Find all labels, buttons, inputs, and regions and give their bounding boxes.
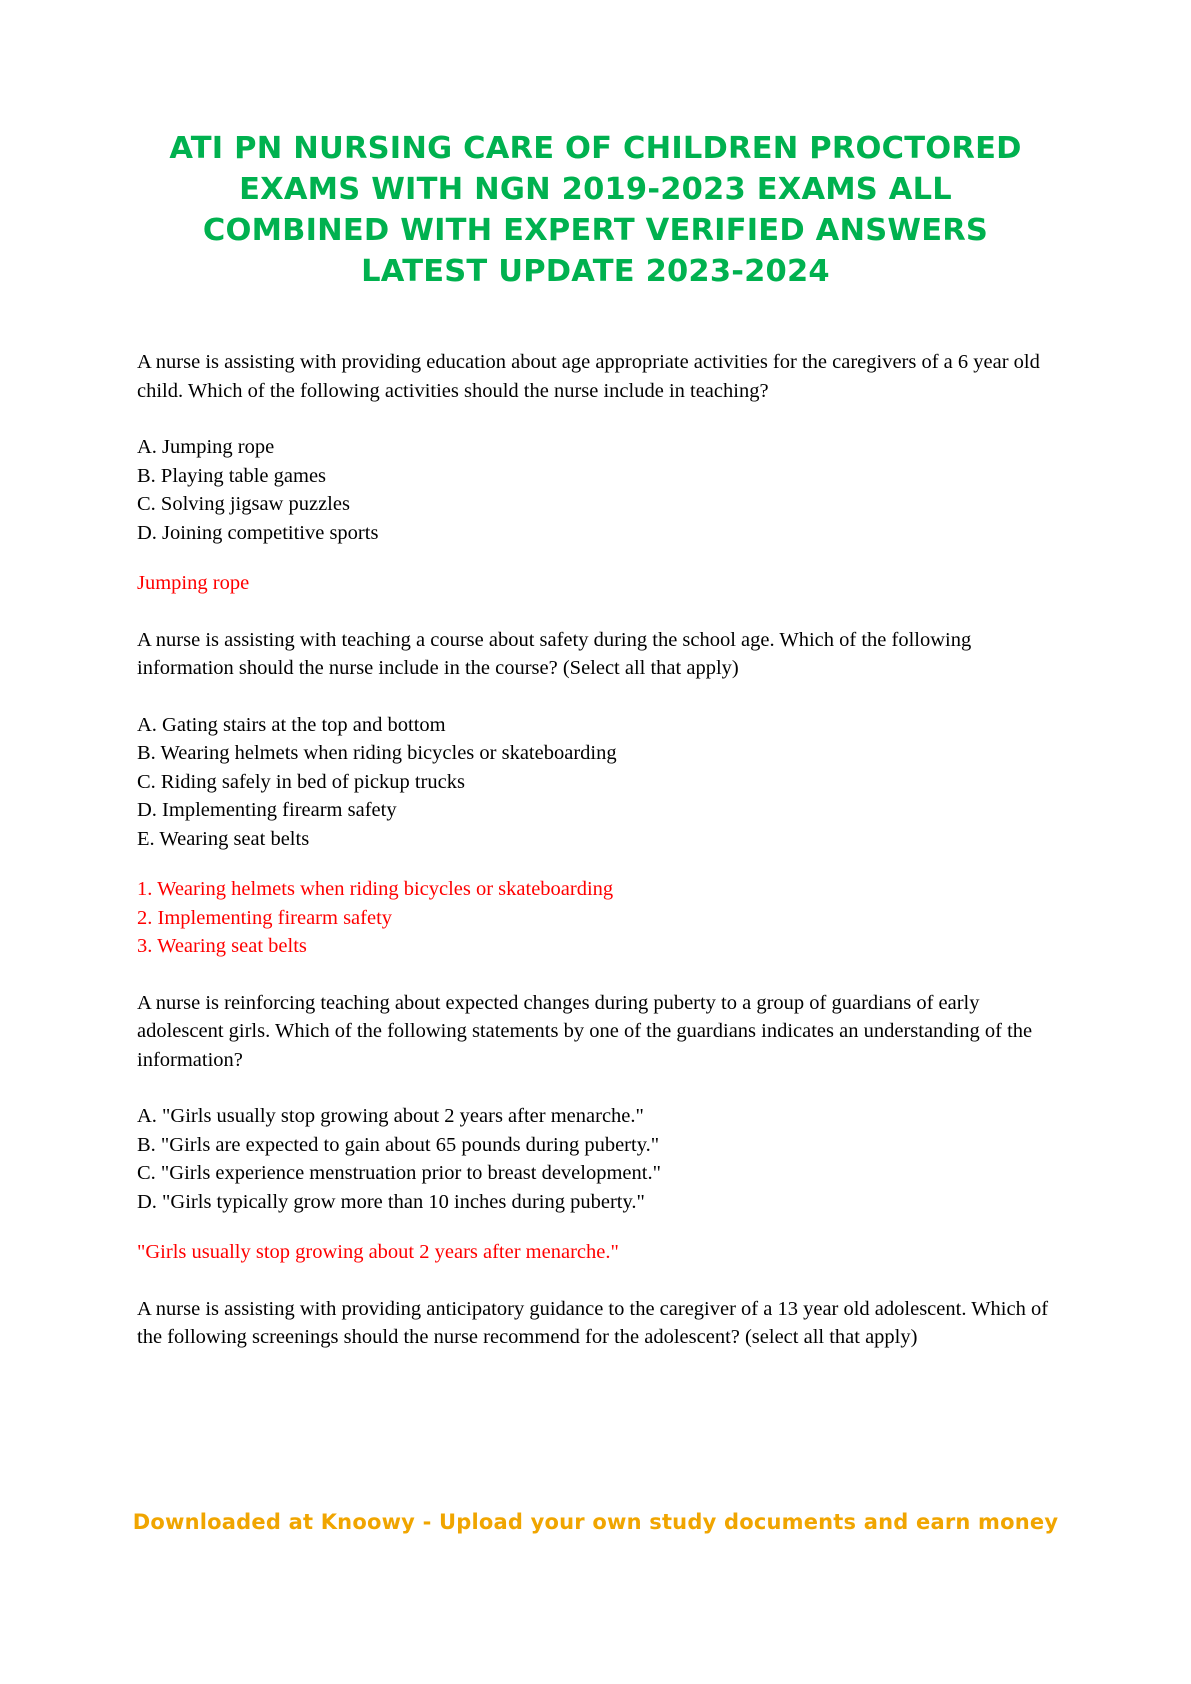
spacer bbox=[137, 853, 1049, 875]
question-answer bbox=[137, 569, 1049, 598]
option-item: B. Playing table games bbox=[137, 464, 327, 487]
option-item: C. "Girls experience menstruation prior to breast development." bbox=[137, 1162, 661, 1184]
option-item: A. "Girls usually stop growing about 2 years after menarche." bbox=[137, 1105, 644, 1127]
spacer bbox=[137, 1216, 1049, 1238]
answer-line: "Girls usually stop growing about 2 years after menarche." bbox=[137, 1241, 619, 1263]
spacer bbox=[137, 1074, 1049, 1102]
question-options bbox=[137, 711, 1049, 854]
question-answer bbox=[137, 875, 1049, 961]
question-stem: A nurse is assisting with teaching a course about safety during the school age. Which of the following information should the nurse include in the course? (Select all that apply) bbox=[137, 628, 972, 679]
option-item: D. "Girls typically grow more than 10 inches during puberty." bbox=[137, 1190, 645, 1213]
page-title: ATI PN NURSING CARE OF CHILDREN PROCTORED EXAMS WITH NGN 2019-2023 EXAMS ALL COMBINED WITH EXPERT VERIFIED ANSWERS LATEST UPDATE 2023-2024 bbox=[169, 131, 1022, 289]
answer-line: Jumping rope bbox=[137, 572, 250, 594]
option-item: B. Wearing helmets when riding bicycles or skateboarding bbox=[137, 742, 617, 764]
question-stem: A nurse is assisting with providing anticipatory guidance to the caregiver of a 13 year old adolescent. Which of the following screenings should the nurse recommend for the adolescent? (select all that apply) bbox=[137, 1297, 1049, 1348]
option-item: A. Jumping rope bbox=[137, 436, 275, 458]
question-options bbox=[137, 1102, 1049, 1216]
spacer bbox=[137, 1267, 1049, 1295]
spacer bbox=[137, 405, 1049, 433]
footer-text: Downloaded at Knoowy - Upload your own study documents and earn money bbox=[132, 1510, 1059, 1534]
option-item: D. Implementing firearm safety bbox=[137, 799, 397, 821]
question-options bbox=[137, 433, 1049, 547]
spacer bbox=[137, 961, 1049, 989]
question-stem: A nurse is assisting with providing education about age appropriate activities for the caregivers of a 6 year old child. Which of the following activities should the nurse include in teaching? bbox=[137, 351, 1040, 402]
option-item: C. Riding safely in bed of pickup trucks bbox=[137, 770, 465, 793]
option-item: D. Joining competitive sports bbox=[137, 521, 379, 544]
spacer bbox=[137, 598, 1049, 626]
question-stem: A nurse is reinforcing teaching about expected changes during puberty to a group of guardians of early adolescent girls. Which of the following statements by one of the guardians indicates an understanding of the information? bbox=[137, 991, 1033, 1071]
option-item: A. Gating stairs at the top and bottom bbox=[137, 713, 446, 736]
option-item: E. Wearing seat belts bbox=[137, 827, 310, 850]
option-item: C. Solving jigsaw puzzles bbox=[137, 493, 350, 515]
spacer bbox=[137, 547, 1049, 569]
spacer bbox=[137, 683, 1049, 711]
answer-line: 1. Wearing helmets when riding bicycles or skateboarding bbox=[137, 878, 614, 900]
answer-line: 3. Wearing seat belts bbox=[137, 935, 307, 957]
option-item: B. "Girls are expected to gain about 65 pounds during puberty." bbox=[137, 1133, 660, 1156]
answer-line: 2. Implementing firearm safety bbox=[137, 906, 393, 929]
document-body bbox=[137, 348, 1049, 1352]
question-answer bbox=[137, 1238, 1049, 1267]
